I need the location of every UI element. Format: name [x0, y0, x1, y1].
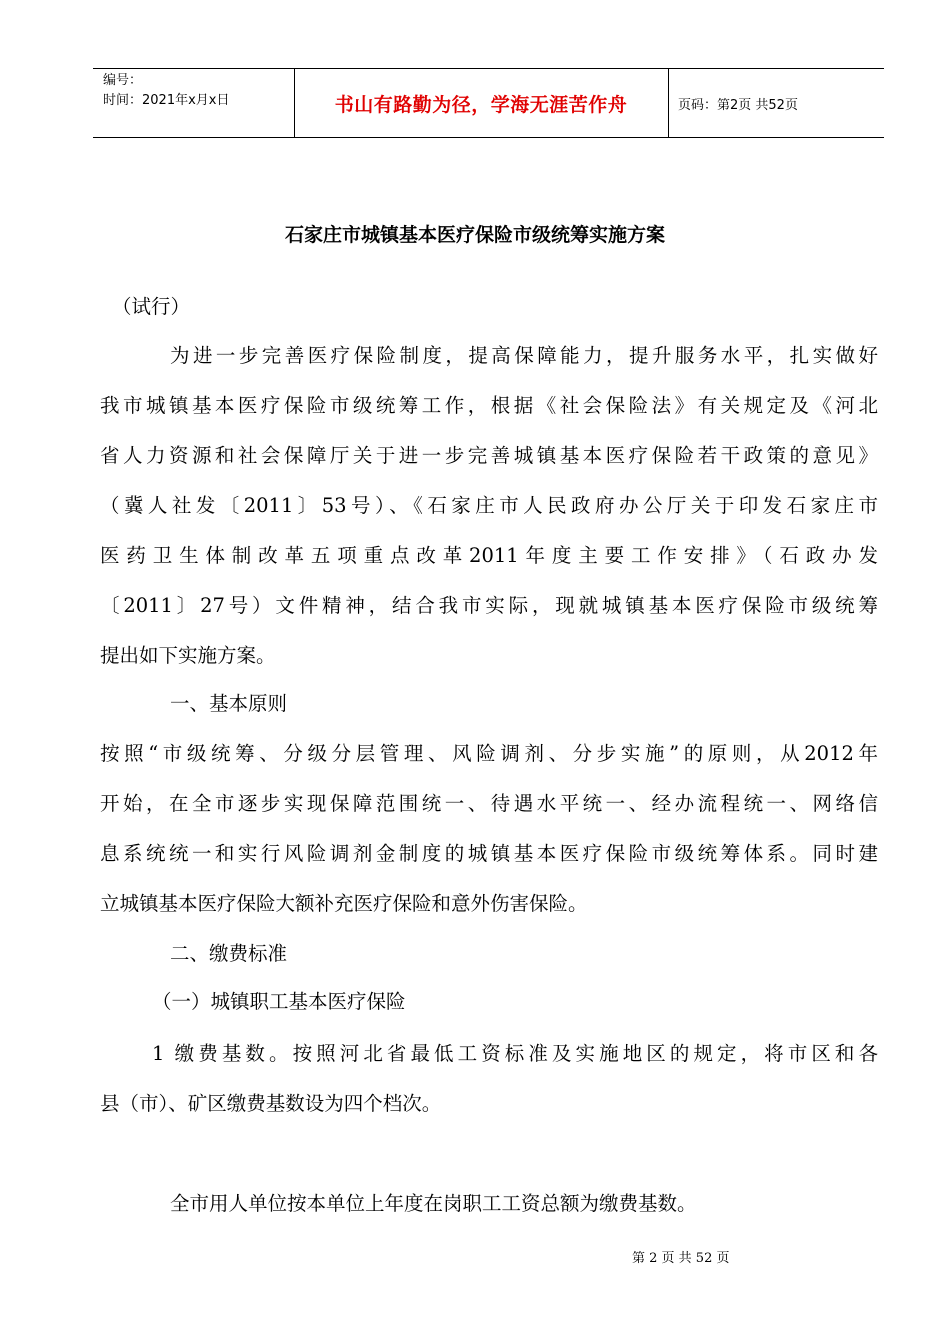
page-header: [93, 68, 884, 138]
subsection-heading: （一）城镇职工基本医疗保险: [152, 990, 406, 1013]
page-footer: 第 2 页 共 52 页: [632, 1251, 730, 1266]
header-page-cell: [668, 69, 884, 137]
number-label: 编号：: [103, 73, 143, 88]
item1-line: 1 缴费基数。按照河北省最低工资标准及实施地区的规定，将市区和各: [152, 1042, 878, 1065]
header-motto-cell: [294, 69, 669, 137]
section1-line: 按照“市级统筹、分级分层管理、风险调剂、分步实施”的原则，从2012年: [100, 742, 878, 765]
time-label: 时间：2021年x月x日: [103, 93, 230, 108]
motto-text: 书山有路勤为径，学海无涯苦作舟: [334, 93, 628, 116]
intro-line: （冀人社发〔2011〕53号）、《石家庄市人民政府办公厅关于印发石家庄市: [100, 494, 878, 517]
item1-line: 县（市）、矿区缴费基数设为四个档次。: [100, 1092, 442, 1115]
document-title: 石家庄市城镇基本医疗保险市级统筹实施方案: [284, 224, 665, 246]
section1-line: 息系统统一和实行风险调剂金制度的城镇基本医疗保险市级统筹体系。同时建: [100, 842, 878, 865]
intro-line: 为进一步完善医疗保险制度，提高保障能力，提升服务水平，扎实做好: [170, 344, 878, 367]
intro-line: 我市城镇基本医疗保险市级统筹工作，根据《社会保险法》有关规定及《河北: [100, 394, 878, 417]
intro-line: 〔2011〕27号）文件精神，结合我市实际，现就城镇基本医疗保险市级统筹: [100, 594, 878, 617]
section-heading: 一、基本原则: [170, 692, 288, 715]
document-subtitle: （试行）: [112, 295, 191, 318]
header-page-info: 页码：第2页 共52页: [678, 97, 798, 113]
item1-detail: 全市用人单位按本单位上年度在岗职工工资总额为缴费基数。: [170, 1192, 697, 1215]
header-meta-cell: [93, 69, 295, 137]
intro-line: 省人力资源和社会保障厅关于进一步完善城镇基本医疗保险若干政策的意见》: [100, 444, 878, 467]
section1-line: 立城镇基本医疗保险大额补充医疗保险和意外伤害保险。: [100, 892, 588, 915]
section1-line: 开始，在全市逐步实现保障范围统一、待遇水平统一、经办流程统一、网络信: [100, 792, 878, 815]
section-heading: 二、缴费标准: [170, 942, 288, 965]
intro-line: 提出如下实施方案。: [100, 644, 276, 667]
intro-line: 医药卫生体制改革五项重点改革2011年度主要工作安排》（石政办发: [100, 544, 878, 567]
